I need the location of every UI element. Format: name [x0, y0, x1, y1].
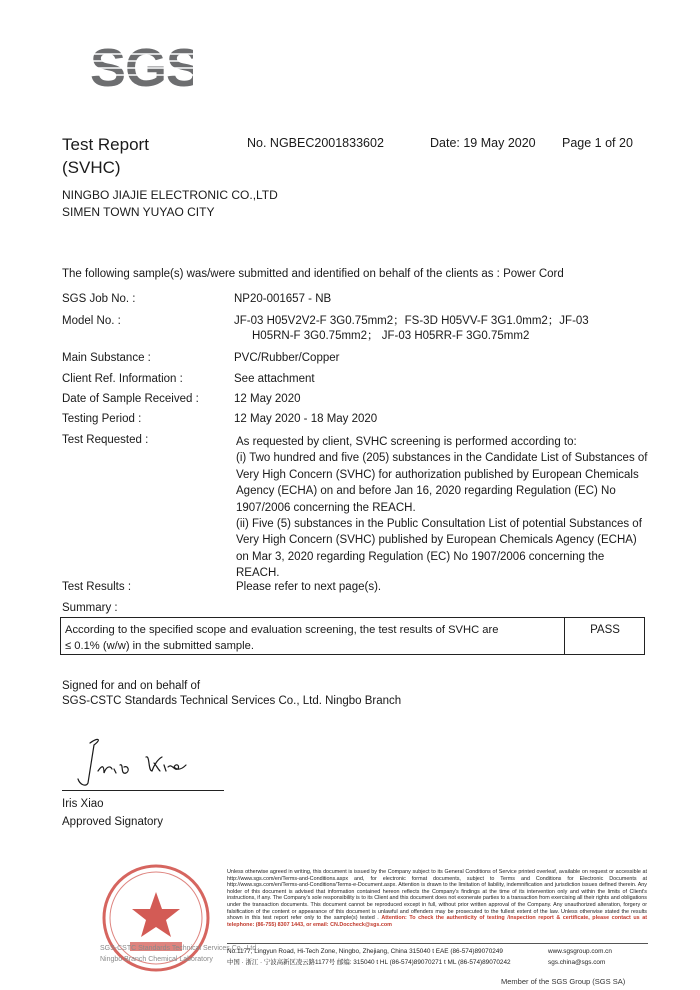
intro-statement: The following sample(s) was/were submitted and identified on behalf of the clients as : Power Cord [62, 268, 564, 280]
field-value-test-requested: As requested by client, SVHC screening is performed according to: (i) Two hundred and five (205) substances in the Candidate List of Substances of Very High Concern (SVHC) for authorization published by European Chemicals Agency (ECHA) on and before Jan 16, 2020 regarding Regulation (EC) No 1907/2006 concerning the REACH. (ii) Five (5) substances in the Public Consultation List of potential Substances of Very High Concern (SVHC) published by European Chemicals Agency (ECHA) on Mar 3, 2020 regarding Regulation (EC) No 1907/2006 concerning the REACH. [236, 436, 648, 580]
field-label-test-results: Test Results : [62, 581, 132, 593]
field-label-job-no: SGS Job No. : [62, 293, 136, 305]
svg-text:SGS: SGS [90, 40, 193, 92]
footer-contact [548, 946, 612, 968]
signatory-name: Iris Xiao [62, 798, 104, 810]
field-label-model-no: Model No. : [62, 315, 121, 327]
sgs-member-note: Member of the SGS Group (SGS SA) [501, 977, 626, 986]
field-label-testing-period: Testing Period : [62, 413, 142, 425]
seal-caption-1: SGS-CSTC Standards Technical Services Co., Ltd. [100, 945, 259, 952]
handwritten-signature [68, 735, 198, 790]
summary-text: According to the specified scope and evaluation screening, the test results of SVHC are ≤ 0.1% (w/w) in the submitted sample. [65, 624, 499, 652]
sgs-logo [88, 40, 193, 92]
footer-divider [227, 943, 648, 944]
footer-email: sgs.china@sgs.com [548, 959, 606, 966]
signature-line [62, 790, 224, 791]
footer-website: www.sgsgroup.com.cn [548, 948, 612, 955]
report-title: Test Report (SVHC) [62, 135, 149, 177]
field-value-model-no: JF-03 H05V2V2-F 3G0.75mm2；FS-3D H05VV-F 3G1.0mm2；JF-03 [234, 315, 589, 327]
signatory-role: Approved Signatory [62, 816, 164, 828]
field-value-job-no: NP20-001657 - NB [234, 293, 332, 305]
report-number: No. NGBEC2001833602 [247, 136, 384, 150]
field-value-testing-period: 12 May 2020 - 18 May 2020 [234, 413, 378, 425]
summary-box [60, 617, 645, 655]
signed-on-behalf: Signed for and on behalf of SGS-CSTC Standards Technical Services Co., Ltd. Ningbo Branch [62, 680, 402, 707]
field-value-client-ref: See attachment [234, 373, 315, 385]
signatory [62, 795, 163, 831]
summary-result: PASS [590, 624, 620, 636]
field-value-model-no-line2: H05RN-F 3G0.75mm2； JF-03 H05RR-F 3G0.75mm2 [252, 330, 530, 342]
client-block [62, 187, 278, 221]
report-date: Date: 19 May 2020 [430, 136, 536, 150]
summary-label: Summary : [62, 602, 118, 614]
client-name: NINGBO JIAJIE ELECTRONIC CO.,LTD [62, 188, 278, 202]
field-value-main-substance: PVC/Rubber/Copper [234, 352, 340, 364]
seal-caption-2: Ningbo Branch Chemical Laboratory [100, 956, 213, 963]
footer-address: No.1177, Lingyun Road, Hi-Tech Zone, Ningbo, Zhejiang, China 315040 t EAE (86-574)89070249 中国 · 浙江 · 宁波高新区凌云路1177号 邮编: 315040 t HL (86-574)89070271 t ML (86-574)89070242 [227, 948, 511, 966]
terms-fineprint: Unless otherwise agreed in writing, this document is issued by the Company subject to its General Conditions of Service printed overleaf, available on request or accessible at http://www.sgs.com/en/Terms-and-Conditions.aspx and, for electronic format documents, subject to Terms and Conditions for Electronic Documents at http://www.sgs.com/en/Terms-and-Conditions/Terms-e-Document.aspx. Attention is drawn to the limitation of liability, indemnification and jurisdiction issues defined therein. Any holder of this document is advised that information contained hereon reflects the Company's findings at the time of its intervention only and within the limits of Client's instructions, if any. The Company's sole responsibility is to its Client and this document does not exonerate parties to a transaction from exercising all their rights and obligations under the transaction documents. This document cannot be reproduced except in full, without prior written approval of the Company. Any unauthorized alteration, forgery or falsification of the content or appearance of this document is unlawful and offenders may be prosecuted to the fullest extent of the law. Unless otherwise stated the results shown in this test report refer only to the sample(s) tested . Attention: To check the authenticity of testing /inspection report & certificate, please contact us at telephone: (86-755) 8307 1443, or email: CN.Doccheck@sgs.com [227, 869, 647, 928]
client-address: SIMEN TOWN YUYAO CITY [62, 205, 215, 219]
field-label-date-received: Date of Sample Received : [62, 393, 199, 405]
field-value-date-received: 12 May 2020 [234, 393, 301, 405]
authenticity-notice: Attention: To check the authenticity of testing /inspection report & certificate, please contact us at telephone: (86-755) 8307 1443, or email: CN.Doccheck@sgs.com [227, 915, 647, 928]
page-number: Page 1 of 20 [562, 136, 633, 150]
field-label-client-ref: Client Ref. Information : [62, 373, 183, 385]
field-value-test-results: Please refer to next page(s). [236, 581, 382, 593]
field-label-main-substance: Main Substance : [62, 352, 151, 364]
field-label-test-requested: Test Requested : [62, 434, 149, 446]
